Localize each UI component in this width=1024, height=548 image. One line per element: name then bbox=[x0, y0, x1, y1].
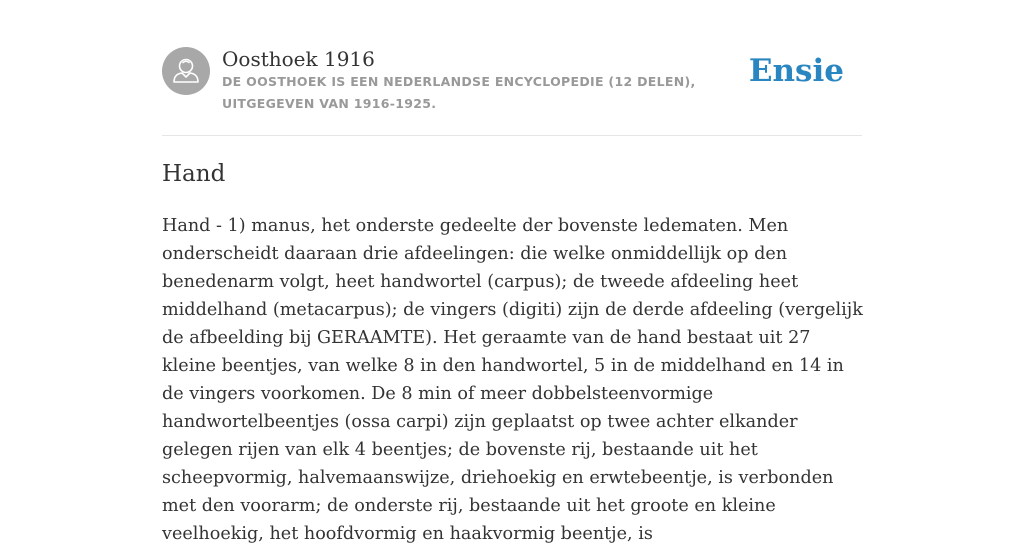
avatar[interactable] bbox=[162, 47, 210, 95]
entry-body: Hand - 1) manus, het onderste gedeelte der bovenste ledematen. Men onderscheidt daaraan drie afdeelingen: die welke onmiddellijk op den benedenarm volgt, heet handwortel (carpus); de tweede afdeeling heet middelhand (metacarpus); de vingers (digiti) zijn de derde afdeeling (vergelijk de afbeelding bij GERAAMTE). Het geraamte van de hand bestaat uit 27 kleine beentjes, van welke 8 in den handwortel, 5 in de middelhand en 14 in de vingers voorkomen. De 8 min of meer dobbelsteenvormige handwortelbeentjes (ossa carpi) zijn geplaatst op twee achter elkander gelegen rijen van elk 4 beentjes; de bovenste rij, bestaande uit het scheepvormig, halvemaanswijze, driehoekig en erwtebeentje, is verbonden met den voorarm; de onderste rij, bestaande uit het groote en kleine veelhoekig, het hoofdvormig en haakvormig beentje, is bbox=[162, 216, 863, 544]
source-title[interactable]: Oosthoek 1916 bbox=[222, 47, 375, 71]
ensie-logo-link[interactable]: Ensie bbox=[748, 53, 844, 89]
entry-title: Hand bbox=[162, 161, 226, 187]
user-silhouette-icon bbox=[162, 47, 210, 95]
source-header bbox=[162, 45, 862, 135]
header-divider bbox=[162, 135, 862, 136]
source-description: DE OOSTHOEK IS EEN NEDERLANDSE ENCYCLOPEDIE (12 DELEN), UITGEGEVEN VAN 1916-1925. bbox=[222, 74, 696, 111]
